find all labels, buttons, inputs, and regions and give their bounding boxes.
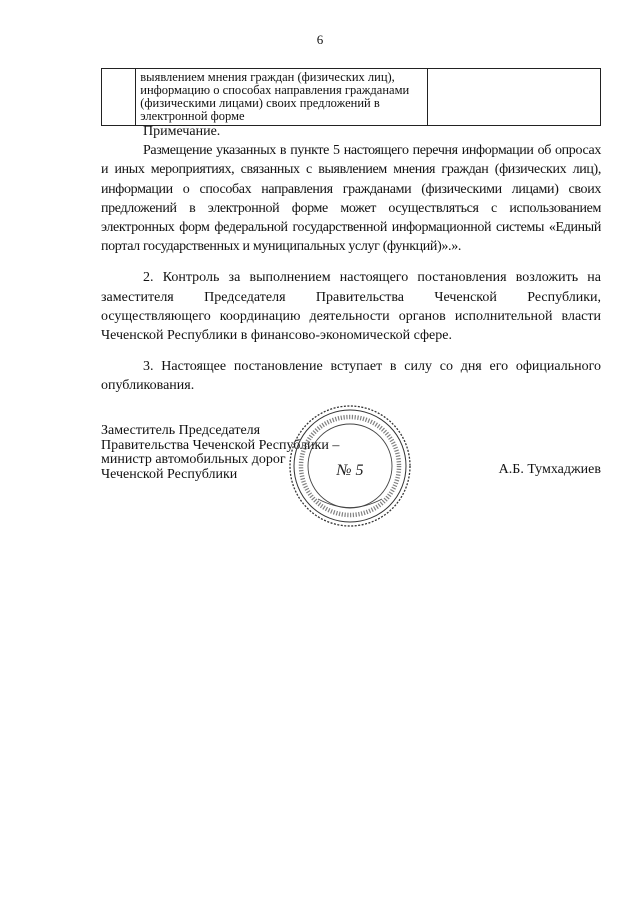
document-body bbox=[101, 122, 601, 396]
page-number: 6 bbox=[316, 32, 324, 47]
note-text: Размещение указанных в пункте 5 настоящего перечня информации об опросах и иных мероприятиях, связанных с выявлением мнения граждан (физических лиц), информации о способах направления гражданами (физическими лицами) своих предложений в электронной форме может осуществляться с использованием электронных форм федеральной государственной информационной системы «Единый портал государственных и муниципальных услуг (функций)».». bbox=[101, 143, 601, 255]
seal-number: № 5 bbox=[336, 462, 364, 479]
table-cell-number bbox=[102, 69, 136, 126]
table-row bbox=[102, 69, 601, 126]
paragraph-effect: 3. Настоящее постановление вступает в силу со дня его официального опубликования. bbox=[101, 359, 601, 394]
paragraph-control: 2. Контроль за выполнением настоящего постановления возложить на заместителя Председателя Правительства Чеченской Республики, осуществляющего координацию деятельности органов исполнительной власти Чеченской Республики в финансово-экономической сфере. bbox=[101, 270, 601, 344]
table-cell-extra bbox=[427, 69, 600, 126]
table-cell-description: выявлением мнения граждан (физических лиц), информацию о способах направления гражданами (физическими лицами) своих предложений в электронной форме bbox=[136, 69, 427, 126]
signatory-name: А.Б. Тумхаджиев bbox=[498, 462, 601, 477]
continuation-table bbox=[101, 68, 601, 126]
official-seal bbox=[288, 404, 412, 528]
signatory-position: Заместитель Председателя Правительства Чеченской Республики – министр автомобильных дорог Чеченской Республики bbox=[101, 423, 340, 482]
note-heading: Примечание. bbox=[143, 124, 221, 139]
